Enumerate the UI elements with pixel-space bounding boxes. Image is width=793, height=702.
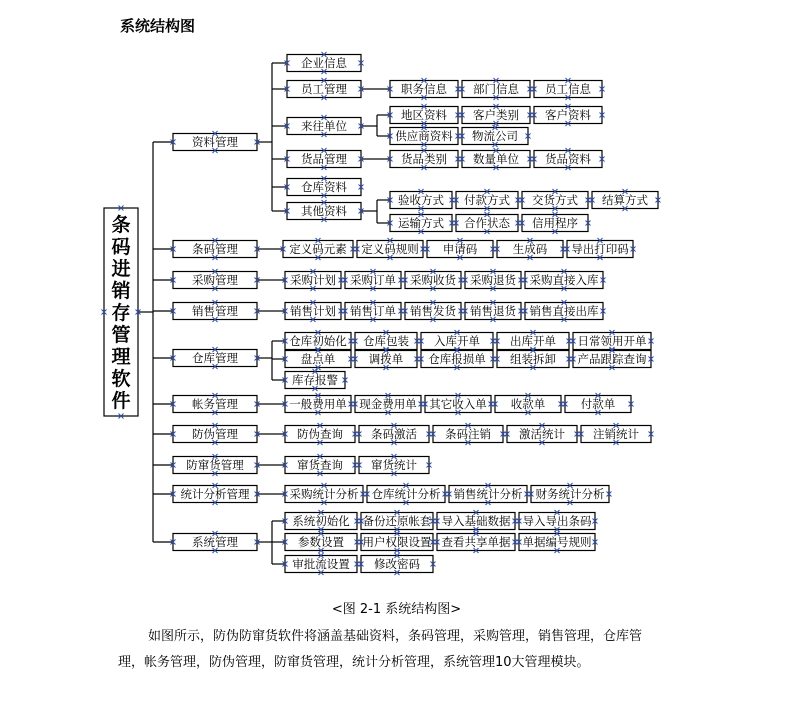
- submodule-node: [287, 118, 361, 135]
- leaf-node: [525, 303, 603, 320]
- submodule-node: [287, 81, 361, 98]
- leaf-node: [357, 241, 423, 258]
- node-label: 日常领用开单: [577, 334, 647, 348]
- node-label: 条码管理: [192, 242, 238, 256]
- leaf-node: [283, 241, 353, 258]
- node-label: 参数设置: [298, 535, 344, 549]
- submodule-node: [287, 55, 361, 72]
- leaf-node: [534, 151, 602, 168]
- node-label: 调拨单: [368, 352, 404, 366]
- leaf-node: [285, 303, 341, 320]
- leaf-node: [285, 486, 363, 503]
- node-label: 企业信息: [301, 56, 347, 70]
- leaf-node: [405, 272, 461, 289]
- node-label: 定义码规则: [361, 242, 419, 256]
- node-label: 生成码: [512, 242, 548, 256]
- leaf-node: [462, 151, 530, 168]
- node-label: 系统初始化: [292, 514, 350, 528]
- node-label: 仓库报损单: [428, 352, 486, 366]
- leaf-node: [361, 513, 433, 530]
- root-label: 条码进销存管理软件: [111, 214, 131, 412]
- node-label: 帐务管理: [192, 397, 238, 411]
- module-node: [173, 534, 257, 551]
- node-label: 窜货统计: [371, 458, 417, 472]
- leaf-node: [285, 396, 351, 413]
- node-label: 结算方式: [602, 193, 648, 207]
- node-label: 交货方式: [532, 193, 578, 207]
- module-node: [173, 303, 257, 320]
- node-label: 查看共享单据: [441, 535, 511, 549]
- node-label: 付款方式: [464, 193, 510, 207]
- leaf-node: [437, 513, 515, 530]
- node-label: 激活统计: [519, 427, 565, 441]
- node-label: 收款单: [510, 397, 546, 411]
- leaf-node: [519, 534, 595, 551]
- node-label: 用户权限设置: [362, 535, 432, 549]
- leaf-node: [285, 556, 357, 573]
- leaf-node: [437, 534, 515, 551]
- node-label: 一般费用单: [289, 397, 347, 411]
- leaf-node: [456, 192, 518, 209]
- node-label: 采购管理: [192, 273, 238, 287]
- leaf-node: [390, 192, 452, 209]
- leaf-node: [465, 272, 521, 289]
- leaf-node: [390, 151, 458, 168]
- node-label: 采购退货: [470, 273, 516, 287]
- leaf-node: [534, 81, 602, 98]
- leaf-node: [361, 534, 433, 551]
- node-label: 注销统计: [593, 427, 639, 441]
- node-label: 产品跟踪查询: [577, 352, 647, 366]
- description-paragraph: 如图所示，防伪防窜货软件将涵盖基础资料，条码管理，采购管理，销售管理，仓库管理，帐务管理，防伪管理，防窜货管理，统计分析管理，系统管理10大管理模块。: [118, 629, 643, 670]
- leaf-node: [285, 351, 351, 368]
- leaf-node: [390, 81, 458, 98]
- leaf-node: [359, 457, 429, 474]
- leaf-node: [573, 351, 651, 368]
- leaf-node: [522, 192, 588, 209]
- figure-caption: <图 2-1 系统结构图>: [331, 602, 462, 617]
- leaf-node: [421, 333, 493, 350]
- node-label: 运输方式: [398, 216, 444, 230]
- leaf-node: [519, 513, 595, 530]
- node-label: 盘点单: [300, 352, 336, 366]
- node-label: 防伪管理: [192, 427, 238, 441]
- module-node: [173, 350, 257, 367]
- leaf-node: [592, 192, 658, 209]
- leaf-node: [367, 486, 445, 503]
- leaf-node: [425, 396, 491, 413]
- leaf-node: [497, 333, 569, 350]
- leaf-node: [462, 81, 530, 98]
- leaf-node: [421, 351, 493, 368]
- node-label: 修改密码: [374, 557, 420, 571]
- node-label: 销售统计分析: [453, 487, 523, 501]
- leaf-node: [495, 396, 561, 413]
- node-label: 窜货查询: [297, 458, 343, 472]
- node-label: 采购订单: [350, 273, 396, 287]
- leaf-node: [465, 303, 521, 320]
- page-heading: 系统结构图: [120, 17, 196, 35]
- node-label: 销售管理: [192, 304, 238, 318]
- node-label: 销售退货: [470, 304, 516, 318]
- leaf-node: [345, 272, 401, 289]
- node-label: 仓库资料: [301, 180, 347, 194]
- leaf-node: [390, 107, 458, 124]
- node-label: 财务统计分析: [535, 487, 605, 501]
- node-label: 导入导出条码: [522, 514, 592, 528]
- node-label: 合作状态: [464, 216, 510, 230]
- leaf-node: [405, 303, 461, 320]
- node-label: 付款单: [580, 397, 616, 411]
- submodule-node: [287, 203, 361, 220]
- node-label: 组装拆卸: [510, 352, 556, 366]
- leaf-node: [531, 486, 609, 503]
- leaf-node: [522, 215, 588, 232]
- leaf-node: [285, 272, 341, 289]
- node-label: 定义码元素: [289, 242, 347, 256]
- node-label: 来往单位: [301, 119, 347, 133]
- node-label: 采购收货: [410, 273, 456, 287]
- node-label: 员工管理: [301, 82, 347, 96]
- leaf-node: [567, 241, 633, 258]
- leaf-node: [565, 396, 631, 413]
- leaf-node: [573, 333, 651, 350]
- node-label: 其他资料: [301, 204, 347, 218]
- node-label: 货品资料: [545, 152, 591, 166]
- module-node: [173, 396, 257, 413]
- leaf-node: [285, 457, 355, 474]
- leaf-node: [359, 426, 429, 443]
- leaf-node: [355, 333, 417, 350]
- node-label: 职务信息: [401, 82, 447, 96]
- node-label: 销售直接出库: [529, 304, 599, 318]
- leaf-node: [345, 303, 401, 320]
- node-label: 仓库管理: [192, 351, 238, 365]
- node-label: 条码激活: [371, 427, 417, 441]
- module-node: [173, 134, 257, 151]
- leaf-node: [355, 351, 417, 368]
- node-label: 信用程序: [532, 216, 578, 230]
- node-label: 审批流设置: [292, 557, 350, 571]
- module-node: [173, 457, 257, 474]
- leaf-node: [285, 534, 357, 551]
- leaf-node: [462, 107, 530, 124]
- leaf-node: [497, 351, 569, 368]
- module-node: [173, 426, 257, 443]
- root-node: [104, 208, 138, 416]
- node-label: 销售计划: [290, 304, 336, 318]
- node-label: 防伪查询: [297, 427, 343, 441]
- leaf-node: [285, 426, 355, 443]
- node-label: 货品管理: [301, 152, 347, 166]
- node-label: 货品类别: [401, 152, 447, 166]
- node-label: 导出打印码: [571, 242, 629, 256]
- node-label: 地区资料: [401, 108, 447, 122]
- node-label: 现金费用单: [359, 397, 417, 411]
- diagram-nodes: [102, 52, 661, 575]
- node-label: 数量单位: [473, 152, 519, 166]
- node-label: 资料管理: [192, 135, 238, 149]
- node-label: 单据编号规则: [522, 535, 592, 549]
- leaf-node: [361, 556, 433, 573]
- leaf-node: [433, 426, 503, 443]
- node-label: 部门信息: [473, 82, 519, 96]
- leaf-node: [534, 107, 602, 124]
- node-label: 仓库包装: [363, 334, 409, 348]
- leaf-node: [285, 372, 345, 389]
- node-label: 防窜货管理: [186, 458, 244, 472]
- node-label: 入库开单: [434, 334, 480, 348]
- node-label: 备份还原帐套: [362, 514, 432, 528]
- leaf-node: [462, 128, 528, 145]
- node-label: 仓库初始化: [289, 334, 347, 348]
- node-label: 采购统计分析: [289, 487, 359, 501]
- leaf-node: [581, 426, 651, 443]
- node-label: 其它收入单: [429, 397, 487, 411]
- leaf-node: [427, 241, 493, 258]
- node-label: 销售发货: [410, 304, 456, 318]
- leaf-node: [507, 426, 577, 443]
- node-label: 物流公司: [472, 129, 518, 143]
- leaf-node: [497, 241, 563, 258]
- node-label: 仓库统计分析: [371, 487, 441, 501]
- leaf-node: [355, 396, 421, 413]
- submodule-node: [287, 179, 361, 196]
- leaf-node: [390, 128, 458, 145]
- node-label: 采购计划: [290, 273, 336, 287]
- node-label: 库存报警: [292, 373, 338, 387]
- node-label: 采购直接入库: [529, 273, 599, 287]
- node-label: 统计分析管理: [180, 487, 250, 501]
- module-node: [173, 272, 257, 289]
- node-label: 申请码: [442, 242, 478, 256]
- leaf-node: [390, 215, 452, 232]
- leaf-node: [456, 215, 518, 232]
- node-label: 验收方式: [398, 193, 444, 207]
- leaf-node: [285, 513, 357, 530]
- submodule-node: [287, 151, 361, 168]
- node-label: 销售订单: [350, 304, 396, 318]
- module-node: [173, 241, 257, 258]
- node-label: 客户资料: [545, 108, 591, 122]
- leaf-node: [449, 486, 527, 503]
- node-label: 员工信息: [545, 82, 591, 96]
- node-label: 出库开单: [510, 334, 556, 348]
- node-label: 条码注销: [445, 427, 491, 441]
- node-label: 导入基础数据: [441, 514, 511, 528]
- leaf-node: [285, 333, 351, 350]
- node-label: 供应商资料: [395, 129, 453, 143]
- node-label: 系统管理: [192, 535, 238, 549]
- leaf-node: [525, 272, 603, 289]
- module-node: [173, 486, 257, 503]
- node-label: 客户类别: [473, 108, 519, 122]
